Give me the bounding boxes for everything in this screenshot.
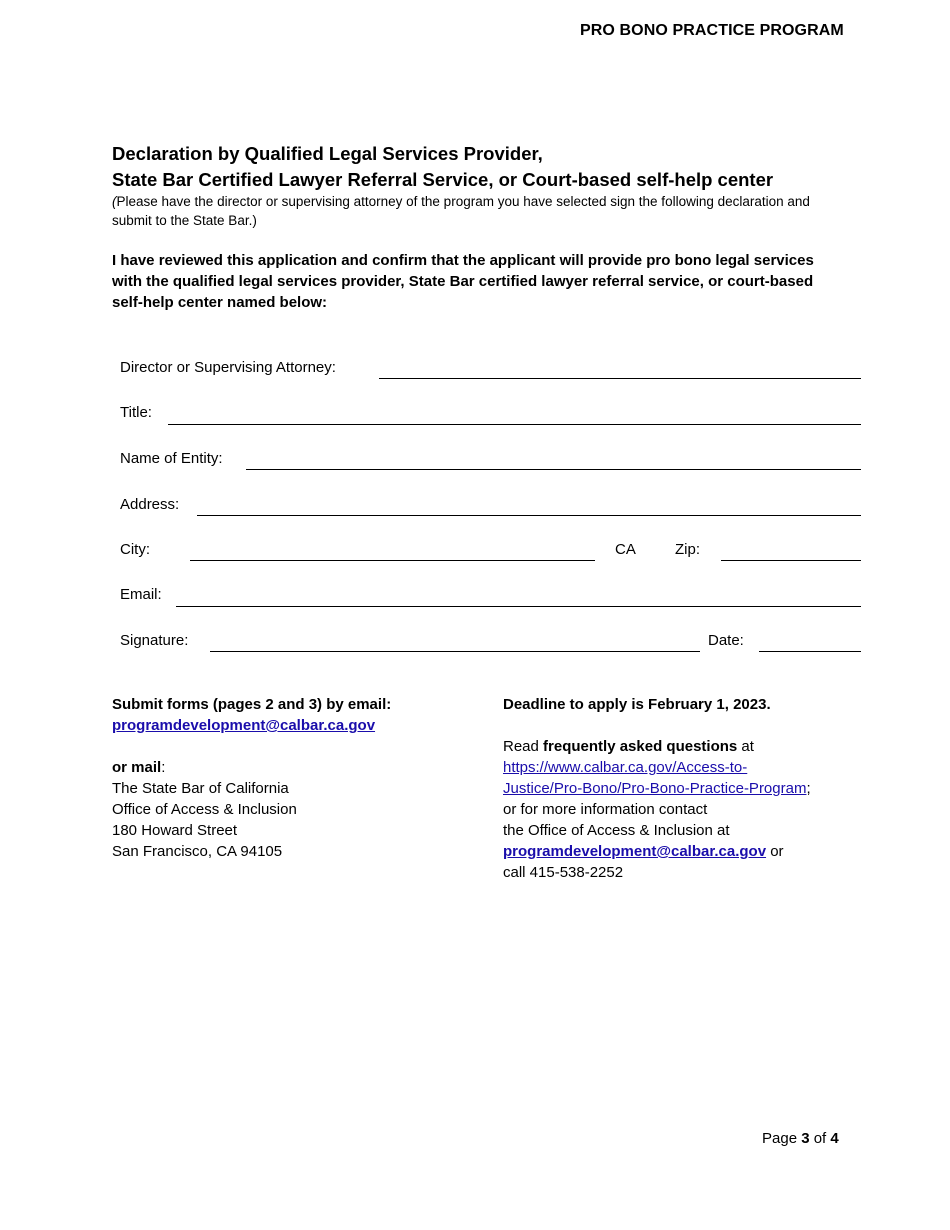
submit-heading: Submit forms (pages 2 and 3) by email: <box>112 696 392 713</box>
page-number <box>762 1130 839 1147</box>
address-label: Address: <box>120 496 180 513</box>
call-text: call 415-538-2252 <box>503 864 624 881</box>
info-email-link[interactable]: programdevelopment@calbar.ca.gov <box>503 843 767 860</box>
city-label: City: <box>120 541 150 558</box>
office-text: the Office of Access & Inclusion at <box>503 822 730 839</box>
entity-label: Name of Entity: <box>120 450 223 467</box>
date-label: Date: <box>708 632 744 649</box>
declaration-title <box>112 141 773 193</box>
zip-label: Zip: <box>675 541 701 558</box>
declaration-title-line-1: Declaration by Qualified Legal Services Provider, <box>112 143 543 164</box>
mail-address-line-1: The State Bar of California <box>112 780 289 797</box>
or-mail-label: or mail <box>112 759 162 776</box>
email-label: Email: <box>120 586 162 603</box>
submit-email-link[interactable]: programdevelopment@calbar.ca.gov <box>112 717 376 734</box>
info-section <box>503 694 863 883</box>
director-field[interactable] <box>379 378 861 379</box>
page-total: 4 <box>830 1130 839 1147</box>
mail-address-line-3: 180 Howard Street <box>112 822 238 839</box>
mail-address-line-2: Office of Access & Inclusion <box>112 801 297 818</box>
instruction-note <box>112 192 832 230</box>
page-current: 3 <box>801 1130 810 1147</box>
confirmation-statement: I have reviewed this application and confirm that the applicant will provide pro bono legal services with the qualified legal services provider, State Bar certified lawyer referral service, or court-based self-help center named below: <box>112 252 814 311</box>
deadline-text: Deadline to apply is February 1, 2023. <box>503 696 771 713</box>
signature-label: Signature: <box>120 632 189 649</box>
entity-field[interactable] <box>246 469 861 470</box>
read-text: Read <box>503 738 544 755</box>
title-label: Title: <box>120 404 152 421</box>
or-text: or <box>766 843 784 860</box>
faq-url-link-part-2[interactable]: Justice/Pro-Bono/Pro-Bono-Practice-Program <box>503 780 807 797</box>
page-of: of <box>809 1130 831 1147</box>
page-prefix: Page <box>762 1130 802 1147</box>
more-info-text: or for more information contact <box>503 801 708 818</box>
faq-text: frequently asked questions <box>543 738 738 755</box>
title-field[interactable] <box>168 424 861 425</box>
note-open-paren: ( <box>112 194 117 209</box>
declaration-title-line-2: State Bar Certified Lawyer Referral Service, or Court-based self-help center <box>112 169 774 190</box>
faq-url-link-part-1[interactable]: https://www.calbar.ca.gov/Access-to- <box>503 759 748 776</box>
director-label: Director or Supervising Attorney: <box>120 359 336 376</box>
submit-section <box>112 694 482 862</box>
zip-field[interactable] <box>721 560 861 561</box>
date-field[interactable] <box>759 651 861 652</box>
or-mail-colon: : <box>161 759 166 776</box>
email-field[interactable] <box>176 606 861 607</box>
address-field[interactable] <box>197 515 861 516</box>
signature-field[interactable] <box>210 651 700 652</box>
program-header: PRO BONO PRACTICE PROGRAM <box>580 22 844 39</box>
city-field[interactable] <box>190 560 595 561</box>
url-semicolon: ; <box>806 780 811 797</box>
note-text: Please have the director or supervising attorney of the program you have selected sign the following declaration and submit to the State Bar.) <box>112 194 810 228</box>
mail-address-line-4: San Francisco, CA 94105 <box>112 843 283 860</box>
at-text: at <box>737 738 754 755</box>
state-value: CA <box>615 541 636 558</box>
